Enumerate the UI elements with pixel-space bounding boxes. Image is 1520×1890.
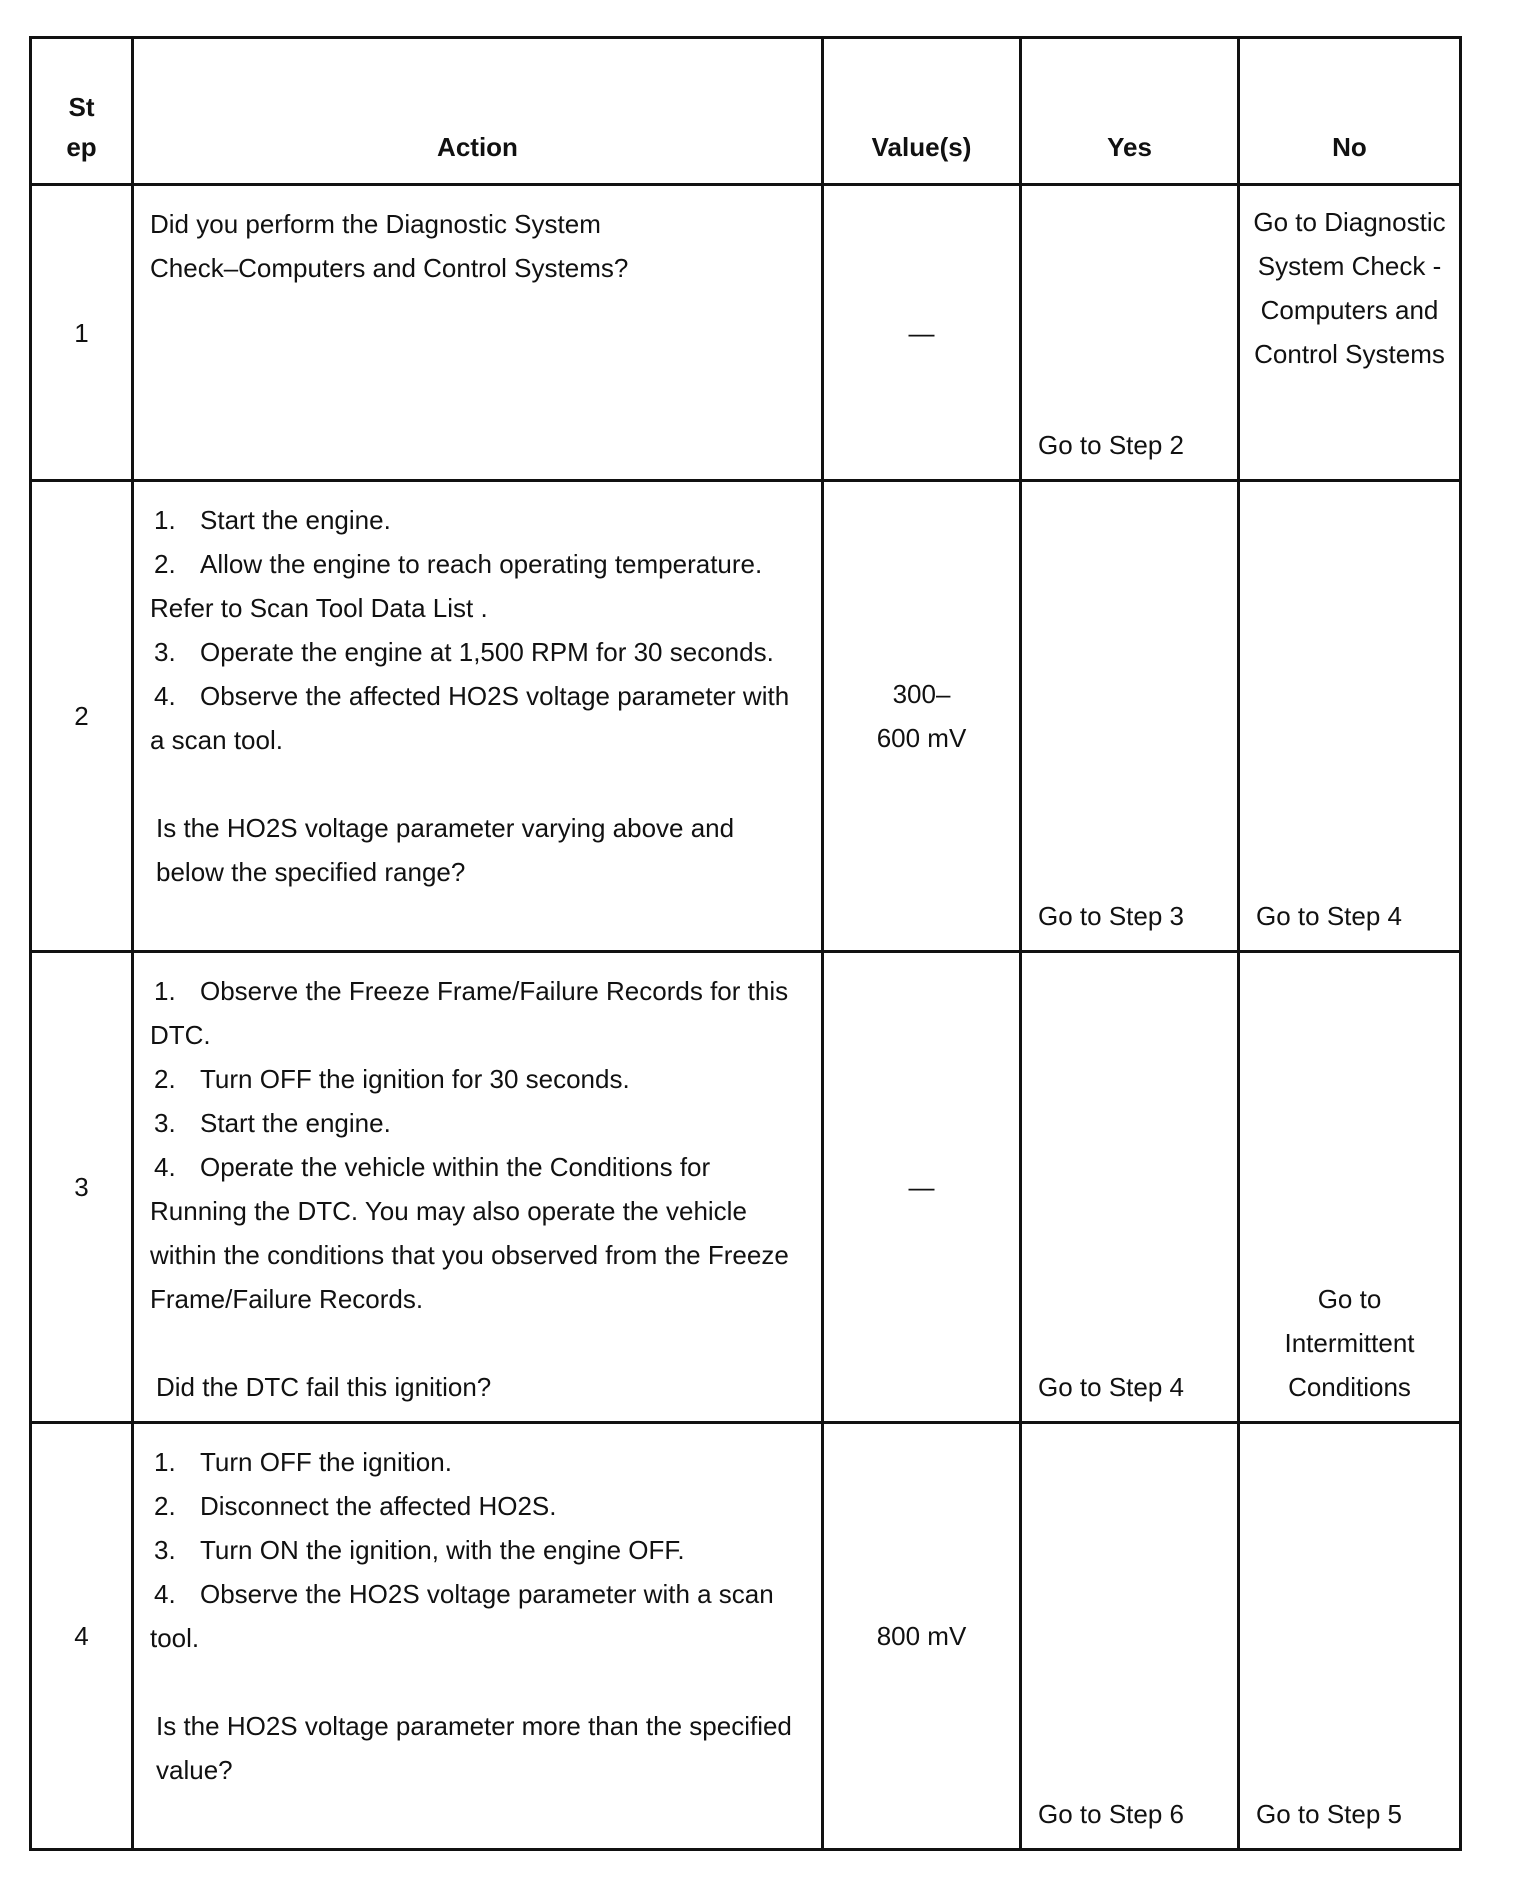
- yes-link[interactable]: Go to Step 2: [1038, 430, 1184, 460]
- yes-cell: [1021, 952, 1239, 1423]
- yes-cell: [1021, 481, 1239, 952]
- yes-cell: [1021, 1423, 1239, 1850]
- diagnostic-table: [29, 36, 1462, 1851]
- action-cell: [133, 481, 823, 952]
- table-row: [31, 481, 1461, 952]
- action-item: 4. Observe the HO2S voltage parameter with a scan tool.: [150, 1579, 774, 1653]
- action-item: 1. Start the engine.: [154, 505, 391, 535]
- table-row: [31, 1423, 1461, 1850]
- header-step: St ep: [31, 38, 133, 185]
- action-item: 2. Disconnect the affected HO2S.: [154, 1491, 557, 1521]
- step-number: 1: [31, 185, 133, 481]
- no-cell: [1239, 185, 1461, 481]
- action-question: Is the HO2S voltage parameter varying above and below the specified range?: [156, 813, 735, 887]
- table-row: [31, 185, 1461, 481]
- value-cell: —: [823, 952, 1021, 1423]
- action-item: 4. Operate the vehicle within the Conditions for Running the DTC. You may also operate the vehicle within the conditions that you observed from the Freeze Frame/Failure Records.: [150, 1152, 789, 1314]
- action-item: 3. Turn ON the ignition, with the engine OFF.: [154, 1535, 685, 1565]
- yes-link[interactable]: Go to Step 3: [1038, 901, 1184, 931]
- no-link[interactable]: Go to Step 4: [1256, 901, 1402, 931]
- header-values: Value(s): [823, 38, 1021, 185]
- header-row: [31, 38, 1461, 185]
- header-no: No: [1239, 38, 1461, 185]
- action-question: Is the HO2S voltage parameter more than the specified value?: [156, 1711, 792, 1785]
- no-link[interactable]: Go to Step 5: [1256, 1799, 1402, 1829]
- action-cell: [133, 1423, 823, 1850]
- action-intro: Did you perform the Diagnostic System Check–Computers and Control Systems?: [150, 209, 629, 283]
- action-item: 3. Operate the engine at 1,500 RPM for 30 seconds.: [154, 637, 774, 667]
- no-cell: [1239, 952, 1461, 1423]
- step-number: 2: [31, 481, 133, 952]
- no-cell: [1239, 1423, 1461, 1850]
- action-cell: [133, 185, 823, 481]
- value-cell: —: [823, 185, 1021, 481]
- no-link[interactable]: Go to Intermittent Conditions: [1284, 1284, 1415, 1402]
- action-item: 2. Turn OFF the ignition for 30 seconds.: [154, 1064, 630, 1094]
- step-number: 3: [31, 952, 133, 1423]
- header-action: Action: [133, 38, 823, 185]
- action-item: 3. Start the engine.: [154, 1108, 391, 1138]
- yes-link[interactable]: Go to Step 4: [1038, 1372, 1184, 1402]
- no-cell: [1239, 481, 1461, 952]
- action-cell: [133, 952, 823, 1423]
- action-question: Did the DTC fail this ignition?: [156, 1372, 492, 1402]
- value-cell: 300–600 mV: [823, 481, 1021, 952]
- step-number: 4: [31, 1423, 133, 1850]
- action-item: 1. Turn OFF the ignition.: [154, 1447, 452, 1477]
- no-link[interactable]: Go to Diagnostic System Check - Computers and Control Systems: [1253, 207, 1446, 369]
- table-row: [31, 952, 1461, 1423]
- header-yes: Yes: [1021, 38, 1239, 185]
- value-cell: 800 mV: [823, 1423, 1021, 1850]
- yes-cell: [1021, 185, 1239, 481]
- action-item: 1. Observe the Freeze Frame/Failure Records for this DTC.: [150, 976, 789, 1050]
- yes-link[interactable]: Go to Step 6: [1038, 1799, 1184, 1829]
- action-item: 2. Allow the engine to reach operating temperature. Refer to Scan Tool Data List .: [150, 549, 763, 623]
- action-item: 4. Observe the affected HO2S voltage parameter with a scan tool.: [150, 681, 790, 755]
